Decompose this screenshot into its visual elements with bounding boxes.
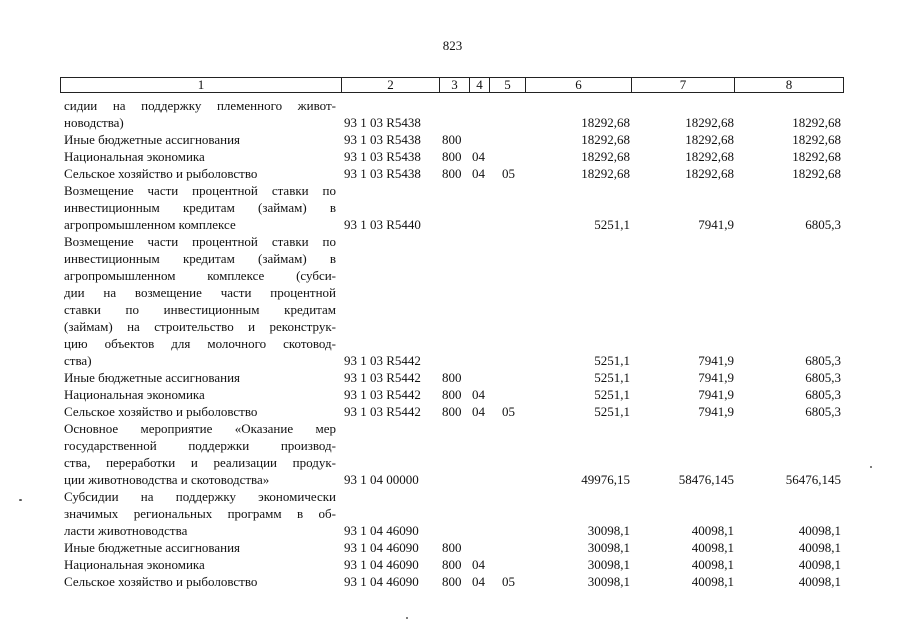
row-code: 93 1 03 R5442 — [344, 370, 421, 385]
row-value-6: 18292,68 — [581, 115, 630, 130]
table-row — [0, 182, 905, 233]
description-line: ции животноводства и скотоводства» — [64, 472, 270, 487]
description-line: Основное мероприятие «Оказание мер — [64, 421, 336, 436]
row-code: 93 1 04 46090 — [344, 574, 419, 589]
row-col4: 04 — [472, 166, 485, 181]
table-row — [0, 488, 905, 539]
row-value-8: 18292,68 — [792, 149, 841, 164]
row-value-7: 18292,68 — [685, 132, 734, 147]
row-col3: 800 — [442, 370, 462, 385]
row-description — [64, 420, 336, 488]
description-line: сидии на поддержку племенного живот- — [64, 98, 336, 113]
row-value-8: 40098,1 — [798, 540, 841, 555]
row-col4: 04 — [472, 387, 485, 402]
row-description — [64, 182, 336, 233]
row-col4: 04 — [472, 557, 485, 572]
description-line: Иные бюджетные ассигнования — [64, 132, 241, 147]
row-col5: 05 — [502, 574, 515, 589]
row-value-7: 7941,9 — [698, 353, 734, 368]
table-row — [0, 420, 905, 488]
table-row — [0, 165, 905, 182]
row-value-8: 18292,68 — [792, 132, 841, 147]
description-line: Иные бюджетные ассигнования — [64, 370, 241, 385]
scan-speck — [870, 466, 872, 468]
row-description — [64, 488, 336, 539]
row-code: 93 1 04 46090 — [344, 557, 419, 572]
row-description — [64, 573, 336, 590]
row-code: 93 1 03 R5442 — [344, 353, 421, 368]
table-header — [60, 77, 844, 93]
table-row — [0, 233, 905, 369]
row-value-7: 7941,9 — [698, 387, 734, 402]
row-description — [64, 233, 336, 369]
description-line: Национальная экономика — [64, 149, 205, 164]
description-line: Национальная экономика — [64, 387, 205, 402]
row-description — [64, 131, 336, 148]
row-value-7: 58476,145 — [678, 472, 734, 487]
description-line: ства, переработки и реализации продук- — [64, 455, 336, 470]
row-code: 93 1 03 R5438 — [344, 115, 421, 130]
row-value-8: 6805,3 — [805, 353, 841, 368]
row-value-6: 18292,68 — [581, 166, 630, 181]
row-value-7: 40098,1 — [691, 523, 734, 538]
row-value-6: 49976,15 — [581, 472, 630, 487]
row-code: 93 1 03 R5440 — [344, 217, 421, 232]
row-value-8: 56476,145 — [785, 472, 841, 487]
row-value-8: 18292,68 — [792, 166, 841, 181]
row-col3: 800 — [442, 557, 462, 572]
table-row — [0, 539, 905, 556]
row-value-6: 5251,1 — [594, 387, 630, 402]
row-col4: 04 — [472, 574, 485, 589]
row-col3: 800 — [442, 166, 462, 181]
row-value-6: 30098,1 — [587, 574, 630, 589]
row-value-7: 7941,9 — [698, 404, 734, 419]
description-line: дии на возмещение части процентной — [64, 285, 336, 300]
row-code: 93 1 03 R5442 — [344, 387, 421, 402]
row-value-7: 7941,9 — [698, 217, 734, 232]
row-value-7: 40098,1 — [691, 557, 734, 572]
row-value-6: 5251,1 — [594, 217, 630, 232]
table-row — [0, 148, 905, 165]
row-code: 93 1 03 R5438 — [344, 149, 421, 164]
row-description — [64, 386, 336, 403]
row-description — [64, 556, 336, 573]
row-value-6: 30098,1 — [587, 523, 630, 538]
description-line: Национальная экономика — [64, 557, 205, 572]
row-code: 93 1 04 46090 — [344, 523, 419, 538]
page-number: 823 — [442, 38, 463, 53]
row-description — [64, 148, 336, 165]
row-value-7: 18292,68 — [685, 115, 734, 130]
description-line: ства) — [64, 353, 92, 368]
row-value-8: 40098,1 — [798, 557, 841, 572]
row-description — [64, 369, 336, 386]
row-description — [64, 403, 336, 420]
description-line: государственной поддержки производ- — [64, 438, 336, 453]
row-value-8: 6805,3 — [805, 370, 841, 385]
header-col-8: 8 — [734, 77, 844, 93]
scan-speck — [406, 617, 408, 619]
row-value-7: 7941,9 — [698, 370, 734, 385]
row-code: 93 1 04 46090 — [344, 540, 419, 555]
row-col3: 800 — [442, 387, 462, 402]
row-description — [64, 165, 336, 182]
description-line: инвестиционным кредитам (займам) в — [64, 251, 336, 266]
row-code: 93 1 03 R5442 — [344, 404, 421, 419]
row-col3: 800 — [442, 149, 462, 164]
header-col-6: 6 — [525, 77, 631, 93]
description-line: Сельское хозяйство и рыболовство — [64, 166, 258, 181]
row-value-8: 18292,68 — [792, 115, 841, 130]
row-col3: 800 — [442, 574, 462, 589]
row-col3: 800 — [442, 404, 462, 419]
row-code: 93 1 03 R5438 — [344, 132, 421, 147]
row-col4: 04 — [472, 404, 485, 419]
row-value-6: 30098,1 — [587, 540, 630, 555]
row-value-6: 18292,68 — [581, 132, 630, 147]
header-col-1: 1 — [60, 77, 341, 93]
table-row — [0, 556, 905, 573]
row-value-8: 40098,1 — [798, 523, 841, 538]
description-line: инвестиционным кредитам (займам) в — [64, 200, 336, 215]
row-col3: 800 — [442, 132, 462, 147]
row-description — [64, 539, 336, 556]
description-line: новодства) — [64, 115, 124, 130]
row-value-7: 18292,68 — [685, 149, 734, 164]
row-code: 93 1 03 R5438 — [344, 166, 421, 181]
description-line: Субсидии на поддержку экономически — [64, 489, 336, 504]
table-row — [0, 369, 905, 386]
row-col3: 800 — [442, 540, 462, 555]
scan-speck — [19, 499, 22, 501]
description-line: Сельское хозяйство и рыболовство — [64, 404, 258, 419]
description-line: цию объектов для молочного скотовод- — [64, 336, 336, 351]
row-value-6: 18292,68 — [581, 149, 630, 164]
header-col-7: 7 — [631, 77, 734, 93]
table-row — [0, 97, 905, 131]
row-value-8: 6805,3 — [805, 217, 841, 232]
description-line: ставки по инвестиционным кредитам — [64, 302, 336, 317]
description-line: агропромышленном комплексе (субси- — [64, 268, 336, 283]
row-code: 93 1 04 00000 — [344, 472, 419, 487]
row-col4: 04 — [472, 149, 485, 164]
row-value-7: 40098,1 — [691, 574, 734, 589]
description-line: ласти животноводства — [64, 523, 188, 538]
table-row — [0, 573, 905, 590]
header-col-5: 5 — [489, 77, 525, 93]
row-value-6: 30098,1 — [587, 557, 630, 572]
row-value-8: 6805,3 — [805, 387, 841, 402]
table-row — [0, 131, 905, 148]
row-value-8: 6805,3 — [805, 404, 841, 419]
table-row — [0, 403, 905, 420]
description-line: Сельское хозяйство и рыболовство — [64, 574, 258, 589]
row-value-7: 40098,1 — [691, 540, 734, 555]
description-line: Возмещение части процентной ставки по — [64, 183, 336, 198]
header-col-3: 3 — [439, 77, 469, 93]
description-line: (займам) на строительство и реконструк- — [64, 319, 336, 334]
header-col-2: 2 — [341, 77, 439, 93]
row-value-6: 5251,1 — [594, 370, 630, 385]
row-value-8: 40098,1 — [798, 574, 841, 589]
row-value-6: 5251,1 — [594, 353, 630, 368]
description-line: агропромышленном комплексе — [64, 217, 236, 232]
row-value-7: 18292,68 — [685, 166, 734, 181]
row-col5: 05 — [502, 166, 515, 181]
row-col5: 05 — [502, 404, 515, 419]
header-col-4: 4 — [469, 77, 489, 93]
table-row — [0, 386, 905, 403]
description-line: Иные бюджетные ассигнования — [64, 540, 241, 555]
description-line: значимых региональных программ в об- — [64, 506, 336, 521]
row-description — [64, 97, 336, 131]
row-value-6: 5251,1 — [594, 404, 630, 419]
description-line: Возмещение части процентной ставки по — [64, 234, 336, 249]
